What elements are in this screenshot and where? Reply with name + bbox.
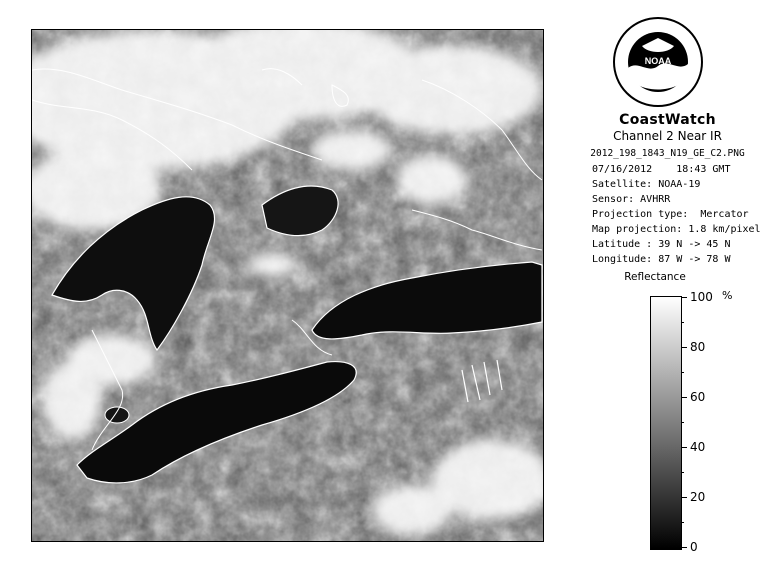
lake-st-clair <box>105 407 129 423</box>
colorbar-gradient <box>650 296 682 550</box>
colorbar-tick <box>681 372 684 373</box>
colorbar-tick <box>681 297 687 298</box>
colorbar-tick-label: 80 <box>690 340 706 354</box>
projection-type-label: Projection type: Mercator <box>592 209 749 220</box>
datetime-label: 07/16/2012 18:43 GMT <box>592 164 731 175</box>
longitude-label: Longitude: 87 W -> 78 W <box>592 254 731 265</box>
colorbar-tick <box>681 422 684 423</box>
colorbar-tick <box>681 322 684 323</box>
colorbar-tick <box>681 522 684 523</box>
map-projection-label: Map projection: 1.8 km/pixel <box>592 224 761 235</box>
colorbar-tick <box>681 347 687 348</box>
colorbar-tick <box>681 497 687 498</box>
satellite-image <box>31 29 544 542</box>
latitude-label: Latitude : 39 N -> 45 N <box>592 239 731 250</box>
filename-label: 2012_198_1843_N19_GE_C2.PNG <box>590 148 745 159</box>
colorbar-tick <box>681 472 684 473</box>
colorbar-tick <box>681 547 687 548</box>
colorbar-tick <box>681 447 687 448</box>
noaa-logo-svg <box>612 16 704 108</box>
colorbar-unit: % <box>722 289 733 302</box>
colorbar-title: Reflectance <box>624 271 686 283</box>
colorbar-tick-label: 20 <box>690 490 706 504</box>
satellite-label: Satellite: NOAA-19 <box>592 179 701 190</box>
product-title: CoastWatch <box>619 112 716 128</box>
satellite-map-svg <box>32 30 543 541</box>
colorbar-tick-label: 40 <box>690 440 706 454</box>
noaa-logo-text: NOAA <box>644 56 672 66</box>
colorbar-tick-label: 100 <box>690 290 713 304</box>
colorbar-tick-label: 0 <box>690 540 698 554</box>
colorbar-tick <box>681 397 687 398</box>
sensor-label: Sensor: AVHRR <box>592 194 671 205</box>
noaa-logo <box>612 16 704 108</box>
channel-label: Channel 2 Near IR <box>613 129 722 143</box>
colorbar-tick-label: 60 <box>690 390 706 404</box>
